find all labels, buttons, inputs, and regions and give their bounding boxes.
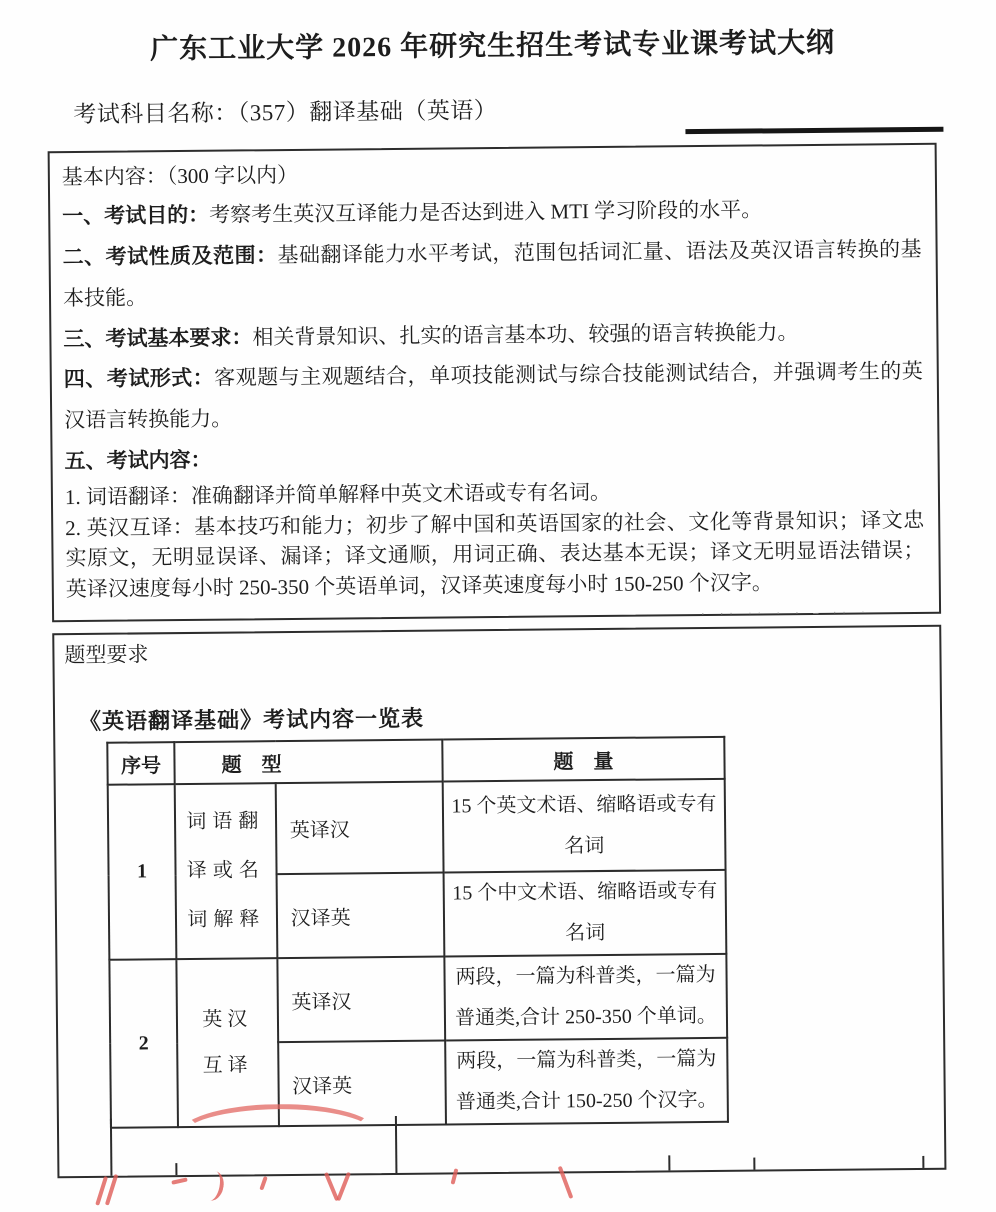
header-cell-qty: 题 量 [442,737,724,782]
cell-direction: 汉译英 [278,1041,446,1127]
section-label: 五、考试内容： [64,448,212,474]
red-pen-mark [259,1176,267,1191]
basic-content-box [48,143,941,623]
cutoff-column-tick [753,1158,755,1170]
question-type-group-text: 词语翻译或名词解释 [186,810,266,931]
item-text: 准确翻译并简单解释中英文术语或专有名词。 [190,480,612,509]
section-text: 相关背景知识、扎实的语言基本功、较强的语言转换能力。 [252,319,799,349]
cell-direction: 英译汉 [275,782,443,875]
cell-question-type-group [176,958,278,1127]
cell-quantity: 15 个英文术语、缩略语或专有名词 [443,779,726,873]
document-title: 广东工业大学 2026 年研究生招生考试专业课考试大纲 [149,27,836,66]
scan-artifact-thick-line [685,127,943,134]
header-cell-type: 题 型 [174,740,442,785]
cell-quantity: 两段，一篇为科普类，一篇为普通类,合计 250-350 个单词。 [444,954,727,1041]
cell-quantity: 两段，一篇为科普类，一篇为普通类,合计 150-250 个汉字。 [445,1038,728,1125]
exam-subject-line: 考试科目名称：（357）翻译基础（英语） [73,97,498,128]
item-text: 基本技巧和能力；初步了解中国和英语国家的社会、文化等背景知识；译文忠实原文，无明显误译、漏译；译文通顺，用词正确、表达基本无误；译文无明显语法错误；英译汉速度每小时 250-350 个英语单词，汉译英速度每小时 150-250 个汉字。 [65,507,925,601]
section-text: 基础翻译能力水平考试，范围包括词汇量、语法及英汉语言转换的基本技能。 [62,236,922,310]
item-label: 2. 英汉互译： [65,514,195,540]
red-pen-mark [336,1172,351,1201]
red-pen-mark [171,1177,187,1184]
section-text: 考察考生英汉互译能力是否达到进入 MTI 学习阶段的水平。 [209,197,763,227]
cell-quantity: 15 个中文术语、缩略语或专有名词 [444,870,727,957]
table-row [109,954,727,1044]
cell-question-type-group [175,783,277,959]
header-cell-no: 序号 [107,742,174,785]
question-type-box [52,625,946,1179]
question-type-heading: 题型要求 [64,642,149,668]
cutoff-column-tick [668,1155,670,1170]
section-label: 一、考试目的： [62,202,210,228]
item-label: 1. 词语翻译： [64,484,192,510]
question-type-group-text: 英汉互译 [202,1008,253,1077]
cell-row-number: 1 [108,784,177,960]
section-text: 客观题与主观题结合，单项技能测试与综合技能测试结合，并强调考生的英汉语言转换能力。 [64,359,923,433]
section-label: 三、考试基本要求： [63,324,253,351]
section-exam-format [64,351,924,441]
cell-direction: 英译汉 [277,957,445,1043]
table-row [108,779,726,876]
cutoff-column-tick [175,1163,177,1175]
section-label: 四、考试形式： [63,366,215,392]
scan-noise-text-fragment: · ·· ·· · · — ·· · [700,608,870,621]
cutoff-column-tick [922,1156,924,1168]
cell-row-number: 2 [109,959,178,1128]
section-label: 二、考试性质及范围： [62,242,278,269]
content-item-en-cn-translation [65,505,925,605]
basic-content-heading: 基本内容：（300 字以内） [61,162,299,190]
table-header-row [107,737,724,785]
exam-content-table-title: 《英语翻译基础》考试内容一览表 [78,705,425,735]
section-exam-nature-scope [62,229,922,319]
exam-content-table [106,736,729,1129]
cell-direction: 汉译英 [276,873,444,959]
